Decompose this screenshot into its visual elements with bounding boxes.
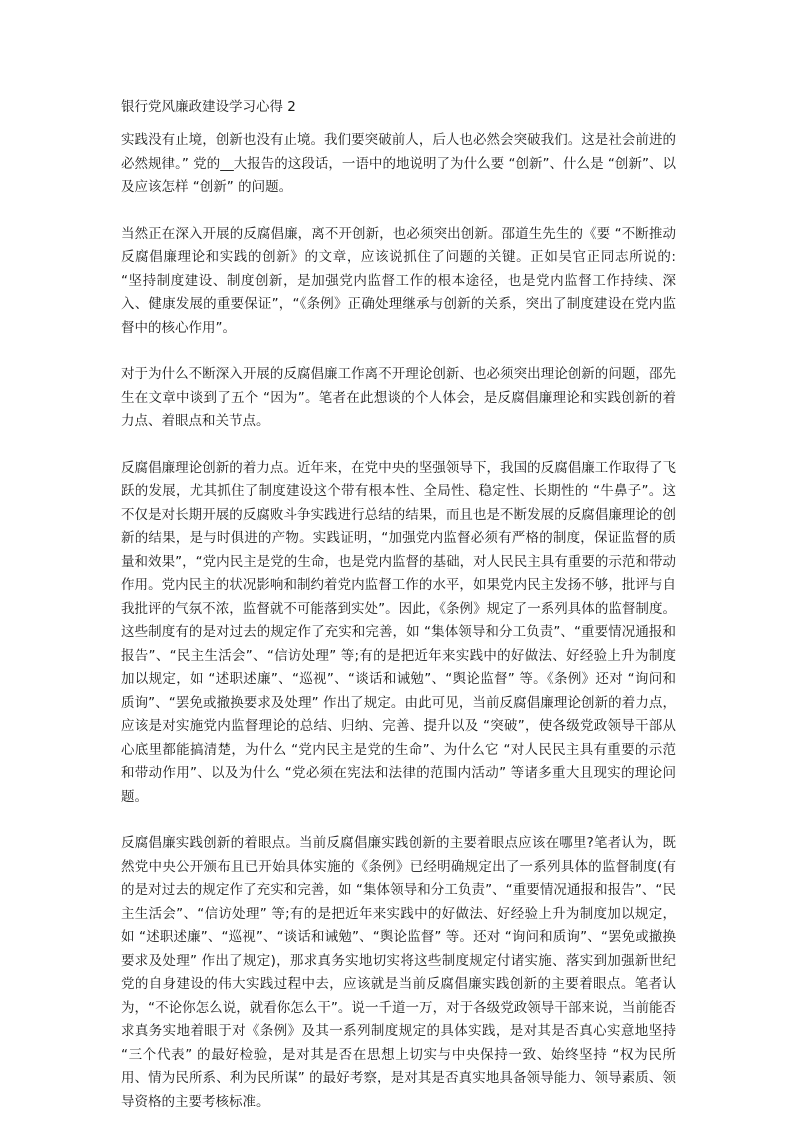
paragraph-4: 反腐倡廉理论创新的着力点。近年来，在党中央的坚强领导下，我国的反腐倡廉工作取得了飞跃的发展，尤其抓住了制度建设这个带有根本性、全局性、稳定性、长期性的 “牛鼻子”。这不仅是对长期开展的反腐败斗争实践进行总结的结果，而且也是不断发展的反腐倡廉理论的创新的结果，是与时俱进的产物。实践证明，“加强党内监督必须有严格的制度，保证监督的质量和效果”，“党内民主是党的生命，也是党内监督的基础，对人民民主具有重要的示范和带动作用。党内民主的状况影响和制约着党内监督工作的水平，如果党内民主发扬不够，批评与自我批评的气氛不浓，监督就不可能落到实处”。因此，《条例》规定了一系列具体的监督制度。这些制度有的是对过去的规定作了充实和完善，如 “集体领导和分工负责”、“重要情况通报和报告”、“民主生活会”、“信访处理” 等;有的是把近年来实践中的好做法、好经验上升为制度加以规定，如 “述职述廉”、“巡视”、“谈话和诫勉”、“舆论监督” 等。《条例》还对 “询问和质询”、“罢免或撤换要求及处理” 作出了规定。由此可见，当前反腐倡廉理论创新的着力点，应该是对实施党内监督理论的总结、归纳、完善、提升以及 “突破”，使各级党政领导干部从心底里都能搞清楚，为什么 “党内民主是党的生命”、为什么它 “对人民民主具有重要的示范和带动作用”、以及为什么 “党必须在宪法和法律的范围内活动” 等诸多重大且现实的理论问题。 (121, 459, 676, 805)
document-page (121, 95, 676, 1137)
paragraph-5: 反腐倡廉实践创新的着眼点。当前反腐倡廉实践创新的主要着眼点应该在哪里?笔者认为，既然党中央公开颁布且已开始具体实施的《条例》已经明确规定出了一系列具体的监督制度(有的是对过去的规定作了充实和完善，如 “集体领导和分工负责”、“重要情况通报和报告”、“民主生活会”、“信访处理” 等;有的是把近年来实践中的好做法、好经验上升为制度加以规定，如 “述职述廉”、“巡视”、“谈话和诫勉”、“舆论监督” 等。还对 “询问和质询”、“罢免或撤换要求及处理” 作出了规定)，那求真务实地切实将这些制度规定付诸实施、落实到加强新世纪党的自身建设的伟大实践过程中去，应该就是当前反腐倡廉实践创新的主要着眼点。笔者认为，“不论你怎么说，就看你怎么干”。说一千道一万，对于各级党政领导干部来说，当前能否求真务实地着眼于对《条例》及其一系列制度规定的具体实践，是对其是否真心实意地坚持 “三个代表” 的最好检验，是对其是否在思想上切实与中央保持一致、始终坚持 “权为民所用、情为民所系、利为民所谋” 的最好考察，是对其是否真实地具备领导能力、领导素质、领导资格的主要考核标准。 (121, 835, 676, 1110)
document-title: 银行党风廉政建设学习心得 2 (121, 99, 296, 115)
paragraph-1: 实践没有止境，创新也没有止境。我们要突破前人，后人也必然会突破我们。这是社会前进的必然规律。” 党的__大报告的这段话，一语中的地说明了为什么要 “创新”、什么是 “创新”、以及应该怎样 “创新” 的问题。 (121, 132, 676, 195)
paragraph-2: 当然正在深入开展的反腐倡廉，离不开创新，也必须突出创新。邵道生先生的《要 “不断推动反腐倡廉理论和实践的创新》的文章，应该说抓住了问题的关键。正如吴官正同志所说的: “坚持制度建设、制度创新，是加强党内监督工作的根本途径，也是党内监督工作持续、深入、健康发展的重要保证”，“《条例》正确处理继承与创新的关系，突出了制度建设在党内监督中的核心作用”。 (121, 225, 676, 336)
paragraph-3: 对于为什么不断深入开展的反腐倡廉工作离不开理论创新、也必须突出理论创新的问题，邵先生在文章中谈到了五个 “因为”。笔者在此想谈的个人体会，是反腐倡廉理论和实践创新的着力点、着眼点和关节点。 (121, 366, 676, 429)
